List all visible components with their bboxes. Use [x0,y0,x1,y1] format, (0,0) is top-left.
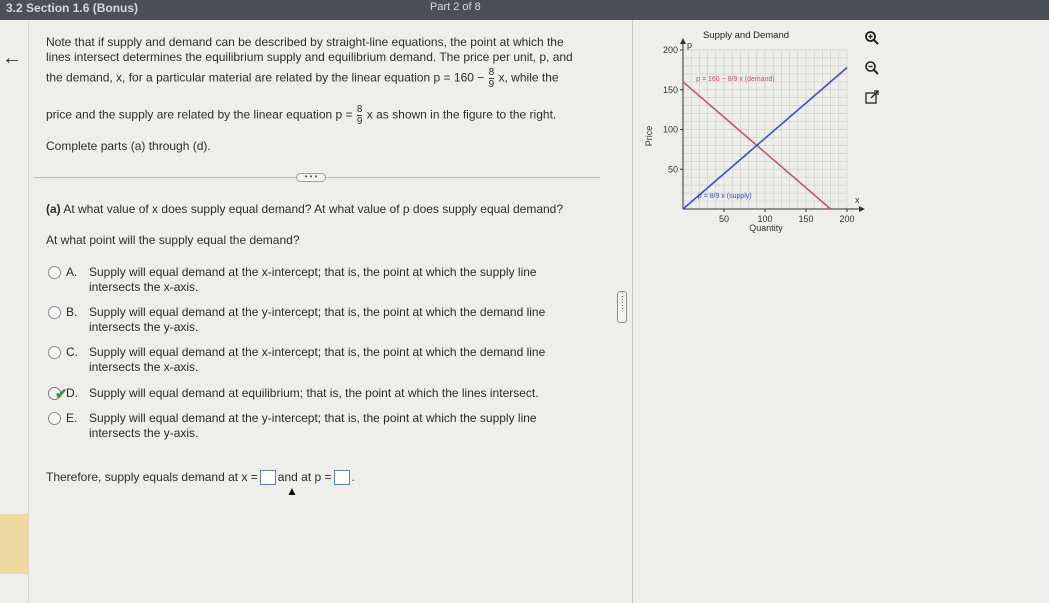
section-title: 3.2 Section 1.6 (Bonus) [6,1,139,15]
option-d-letter: D. [66,386,78,400]
intro-line-5: Complete parts (a) through (d). [46,139,211,153]
option-e-letter: E. [66,411,78,425]
answer-prefix: Therefore, supply equals demand at x = [46,470,258,484]
option-a-letter: A. [66,265,78,279]
answer-middle: and at p = [277,470,332,484]
option-c-letter: C. [66,345,78,359]
back-arrow-icon[interactable]: ← [2,47,22,69]
answer-suffix: . [351,470,355,484]
fraction-denominator: 9 [356,116,363,127]
x-axis-letter: x [855,195,860,205]
part-a-label: (a) [46,202,61,216]
answer-line [46,468,355,486]
top-bar [0,0,1049,20]
x-tick-label: 100 [757,214,773,224]
option-e-line-1: Supply will equal demand at the y-intercept; that is, the point at which the supply line [89,411,537,425]
option-c-text [89,345,545,375]
fraction-numerator: 8 [356,104,363,115]
x-axis-label: Quantity [749,223,783,233]
supply-fraction [357,104,363,127]
radio-a[interactable] [48,266,61,279]
demand-equation-tail: x, while the [498,70,559,85]
part-a-question-text: At what value of x does supply equal demand? At what value of p does supply equal demand? [63,202,564,216]
option-d-text: Supply will equal demand at equilibrium; that is, the point at which the lines intersect. [89,386,539,400]
option-b-line-2: intersects the y-axis. [89,320,199,334]
supply-equation-text: price and the supply are related by the linear equation p = [46,107,353,122]
y-tick-label: 100 [662,124,678,135]
demand-equation-text: the demand, x, for a particular material are related by the linear equation p = 160 − [46,70,485,85]
panel-splitter [632,20,633,603]
option-a-line-1: Supply will equal demand at the x-intercept; that is, the point at which the supply line [89,265,537,279]
y-tick-label: 50 [667,164,678,175]
option-b-text [89,305,545,335]
y-axis-letter: p [687,40,693,50]
x-tick-label: 50 [718,214,730,224]
x-answer-input[interactable] [260,470,276,485]
option-c-line-2: intersects the x-axis. [89,360,199,374]
left-highlight-strip [0,514,28,574]
zoom-in-icon[interactable] [862,30,882,50]
radio-d-selected[interactable] [48,386,68,403]
zoom-out-icon[interactable] [862,60,882,80]
fraction-denominator: 9 [488,79,495,90]
fraction-numerator: 8 [488,67,495,78]
radio-c[interactable] [48,346,61,359]
option-c-line-1: Supply will equal demand at the x-intercept; that is, the point at which the demand line [89,345,546,359]
part-indicator: Part 2 of 8 [430,1,481,13]
y-axis-arrow [680,38,686,44]
intro-line-2: lines intersect determines the equilibrium supply and equilibrium demand. The price per unit, p, and [46,50,573,64]
x-tick-label: 200 [839,214,855,224]
option-e-line-2: intersects the y-axis. [89,426,199,440]
y-tick-label: 150 [662,84,678,95]
option-e-text [89,411,537,441]
radio-e[interactable] [48,412,61,425]
y-axis-label: Price [644,125,654,147]
p-answer-input[interactable] [334,470,350,485]
x-tick-label: 150 [798,214,814,224]
intro-line-3 [46,67,559,90]
series-label-demand: p = 160 − 8/9 x (demand) [696,76,775,84]
series-label-supply: p = 8/9 x (supply) [697,192,752,200]
part-a-subquestion: At what point will the supply equal the demand? [46,233,300,247]
y-tick-label: 200 [662,45,678,55]
x-axis-arrow [859,206,865,212]
option-b-letter: B. [66,305,78,319]
chart-title: Supply and Demand [702,30,790,41]
supply-demand-chart [640,25,870,245]
part-a-question [46,202,563,216]
left-border [28,20,29,603]
check-icon: ✔ [55,386,68,403]
demand-fraction [489,67,495,90]
option-a-text [89,265,537,295]
expand-more-button[interactable]: • • • [296,173,326,182]
radio-b[interactable] [48,306,61,319]
option-b-line-1: Supply will equal demand at the y-intercept; that is, the point at which the demand line [89,305,546,319]
supply-equation-tail: x as shown in the figure to the right. [366,107,557,122]
popout-icon[interactable] [862,90,882,110]
option-a-line-2: intersects the x-axis. [89,280,199,294]
mouse-cursor-icon: ▲ [286,484,298,498]
intro-line-4 [46,104,556,127]
splitter-handle[interactable]: ⋮ ⋮ [617,291,627,323]
intro-line-1: Note that if supply and demand can be described by straight-line equations, the point at which the [46,35,564,49]
